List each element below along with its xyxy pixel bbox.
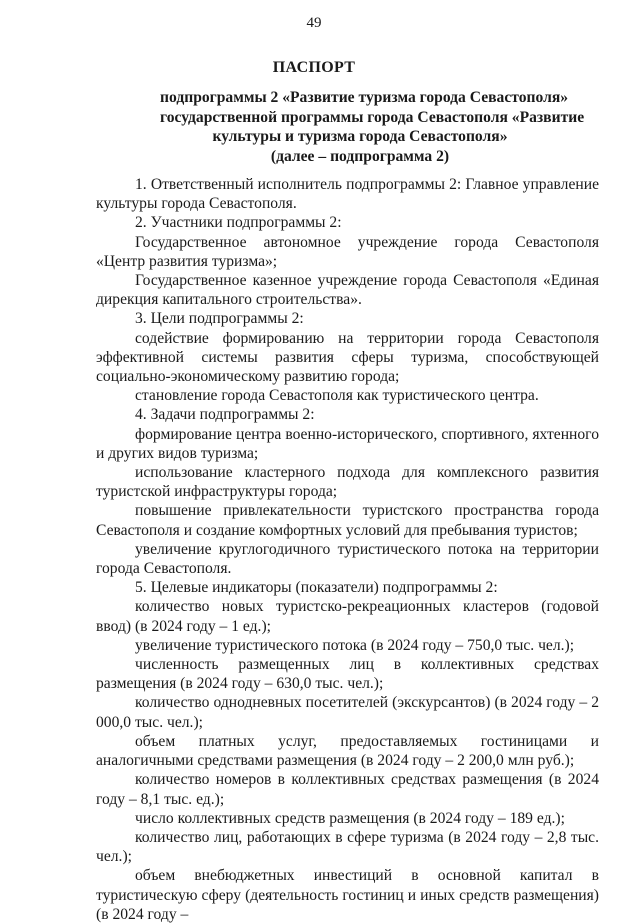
subtitle-line: государственной программы города Севастополя «Развитие	[160, 108, 585, 126]
paragraph: Государственное казенное учреждение города Севастополя «Единая дирекция капитального строительства».	[96, 272, 599, 309]
paragraph: формирование центра военно-исторического, спортивного, яхтенного и других видов туризма;	[96, 425, 599, 462]
paragraph: 3. Цели подпрограммы 2:	[135, 310, 304, 328]
page-number: 49	[306, 15, 322, 31]
document-title: ПАСПОРТ	[272, 59, 356, 76]
paragraph: 4. Задачи подпрограммы 2:	[135, 406, 315, 424]
paragraph: содействие формированию на территории города Севастополя эффективной системы развития сферы туризма, способствующей социально-экономическому развитию города;	[96, 329, 599, 386]
paragraph: становление города Севастополя как туристического центра.	[135, 387, 539, 405]
subtitle-line: подпрограммы 2 «Развитие туризма города Севастополя»	[160, 89, 569, 106]
paragraph: 1. Ответственный исполнитель подпрограммы 2: Главное управление культуры города Севастополя.	[96, 176, 599, 213]
paragraph: 5. Целевые индикаторы (показатели) подпрограммы 2:	[135, 579, 498, 597]
paragraph: повышение привлекательности туристского пространства города Севастополя и создание комфортных условий для пребывания туристов;	[96, 502, 599, 539]
paragraph: численность размещенных лиц в коллективных средствах размещения (в 2024 году – 630,0 тыс. чел.);	[96, 656, 599, 693]
paragraph: использование кластерного подхода для комплексного развития туристской инфраструктуры города;	[96, 464, 599, 501]
paragraph: объем внебюджетных инвестиций в основной капитал в туристическую сферу (деятельность гостиниц и иных средств размещения) (в 2024 году –	[96, 867, 599, 923]
paragraph: количество лиц, работающих в сфере туризма (в 2024 году – 2,8 тыс. чел.);	[96, 828, 599, 866]
paragraph: 2. Участники подпрограммы 2:	[135, 214, 342, 232]
paragraph: количество новых туристско-рекреационных кластеров (годовой ввод) (в 2024 году – 1 ед.);	[96, 598, 599, 635]
subtitle-line: (далее – подпрограмма 2)	[270, 147, 450, 165]
paragraph: количество однодневных посетителей (экскурсантов) (в 2024 году – 2 000,0 тыс. чел.);	[96, 694, 599, 731]
document-subtitle	[160, 88, 585, 166]
paragraph: число коллективных средств размещения (в 2024 году – 189 ед.);	[135, 809, 565, 827]
paragraph: количество номеров в коллективных средствах размещения (в 2024 году – 8,1 тыс. ед.);	[96, 771, 599, 808]
paragraph: увеличение туристического потока (в 2024 году – 750,0 тыс. чел.);	[135, 636, 575, 654]
paragraph: объем платных услуг, предоставляемых гостиницами и аналогичными средствами размещения (в 2024 году – 2 200,0 млн руб.);	[96, 732, 599, 770]
paragraph: Государственное автономное учреждение города Севастополя «Центр развития туризма»;	[96, 233, 599, 270]
subtitle-line: культуры и туризма города Севастополя»	[212, 128, 508, 146]
document-body	[96, 175, 599, 924]
paragraph: увеличение круглогодичного туристического потока на территории города Севастополя.	[96, 540, 599, 578]
